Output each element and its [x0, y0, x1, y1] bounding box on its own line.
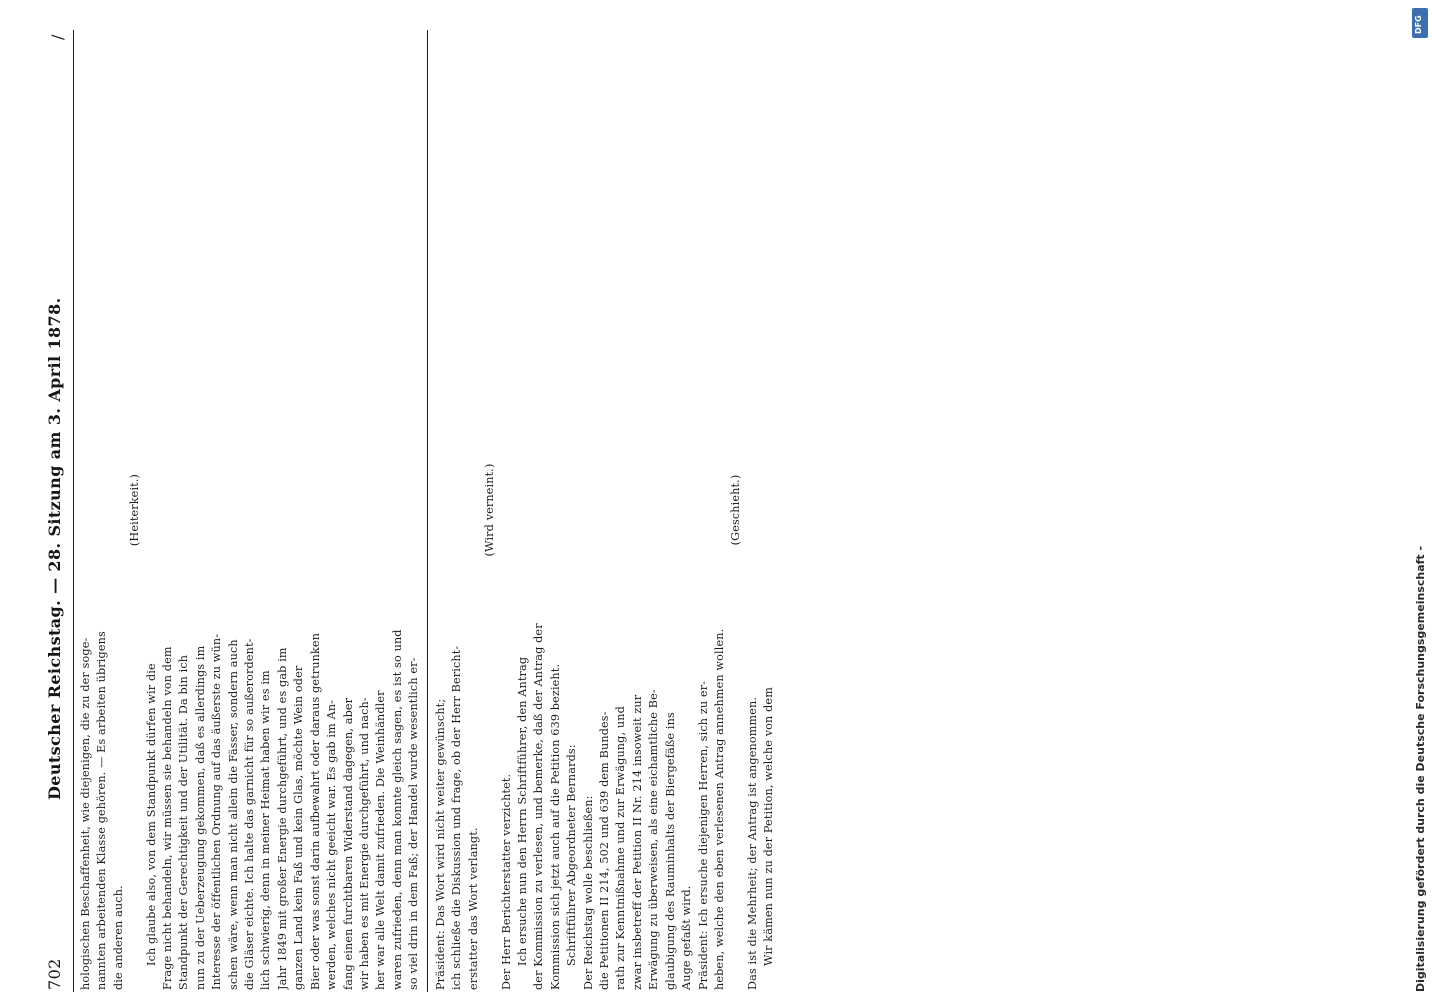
- paragraph: Schriftführer Abgeordneter Bernards: Der Reichstag wolle beschließen: die Petitionen II 214, 502 und 639 dem Bundes- rath zur Kenntnißnahme und zur Erwägung, und zwar insbetreff der Petition II Nr. 214 insoweit zur Erwägung zu überweisen, als eine eichamtliche Be- glaubigung des Rauminhalts der Biergefäße ins Auge gefaßt wird.: [565, 689, 694, 990]
- text-column-right: [433, 30, 778, 990]
- paragraph: Ich ersuche nun den Herrn Schriftführer, den Antrag der Kommission zu verlesen, und bemerke, daß der Antrag der Kommission sich jetzt auch auf die Petition 639 bezieht.: [516, 623, 562, 990]
- paragraph: (Heiterkeit.): [128, 473, 142, 547]
- paragraph: hologischen Beschaffenheit, wie diejenigen, die zu der soge- nannten arbeitenden Klasse gehören. — Es arbeiten übrigens die anderen auch.: [79, 631, 125, 990]
- paragraph: Präsident: Das Wort wird nicht weiter gewünscht; ich schließe die Diskussion und frage, ob der Herr Bericht- erstatter das Wort verlangt.: [434, 645, 480, 990]
- column-divider: [427, 30, 428, 992]
- header-rule: [73, 30, 74, 992]
- paragraph: Der Herr Berichterstatter verzichtet.: [499, 773, 513, 990]
- paragraph: Präsident: Ich ersuche diejenigen Herren, sich zu er- heben, welche den eben verlesenen Antrag annehmen wollen.: [696, 628, 726, 990]
- paragraph: Wir kämen nun zu der Petition, welche von dem: [762, 687, 776, 966]
- paragraph: (Geschieht.): [729, 474, 743, 546]
- page-number: 702: [45, 958, 64, 990]
- header-slash-mark: /: [48, 34, 67, 40]
- paragraph: (Wird verneint.): [483, 463, 497, 557]
- text-column-left: [78, 30, 423, 990]
- page-title: Deutscher Reichstag. — 28. Sitzung am 3. April 1878.: [45, 297, 64, 800]
- paragraph: Das ist die Mehrheit; der Antrag ist angenommen.: [745, 696, 759, 990]
- digitization-credit: Digitalisierung gefördert durch die Deutsche Forschungsgemeinschaft -: [1414, 545, 1427, 992]
- dfg-badge-label: DFG: [1414, 15, 1423, 34]
- dfg-logo-icon: [1412, 8, 1428, 38]
- paragraph: Ich glaube also, von dem Standpunkt dürfen wir die Frage nicht behandeln, wir müssen sie behandeln von dem Standpunkt der Gerechtigkeit und der Utilität. Da bin ich nun zu der Ueberzeugung gekommen, daß es allerdings im Interesse der öffentlichen Ordnung auf das äußerste zu wün- schen wäre, wenn man nicht allein die Fässer, sondern auch die Gläser eichte. Ich halte das garnicht für so außerordent- lich schwierig, denn in meiner Heimat haben wir es im Jahr 1849 mit großer Energie durchgeführt, und es gab im ganzen Land kein Faß und kein Glas, möchte Wein oder Bier oder was sonst darin aufbewahrt oder daraus getrunken werden, welches nicht geeicht war. Es gab im An- fang einen furchtbaren Widerstand dagegen, aber wir haben es mit Energie durchgeführt, und nach- her war alle Welt damit zufrieden. Die Weinhändler waren zufrieden, denn man konnte gleich sagen, es ist so und so viel drin in dem Faß; der Handel wurde wesentlich er-: [144, 629, 421, 990]
